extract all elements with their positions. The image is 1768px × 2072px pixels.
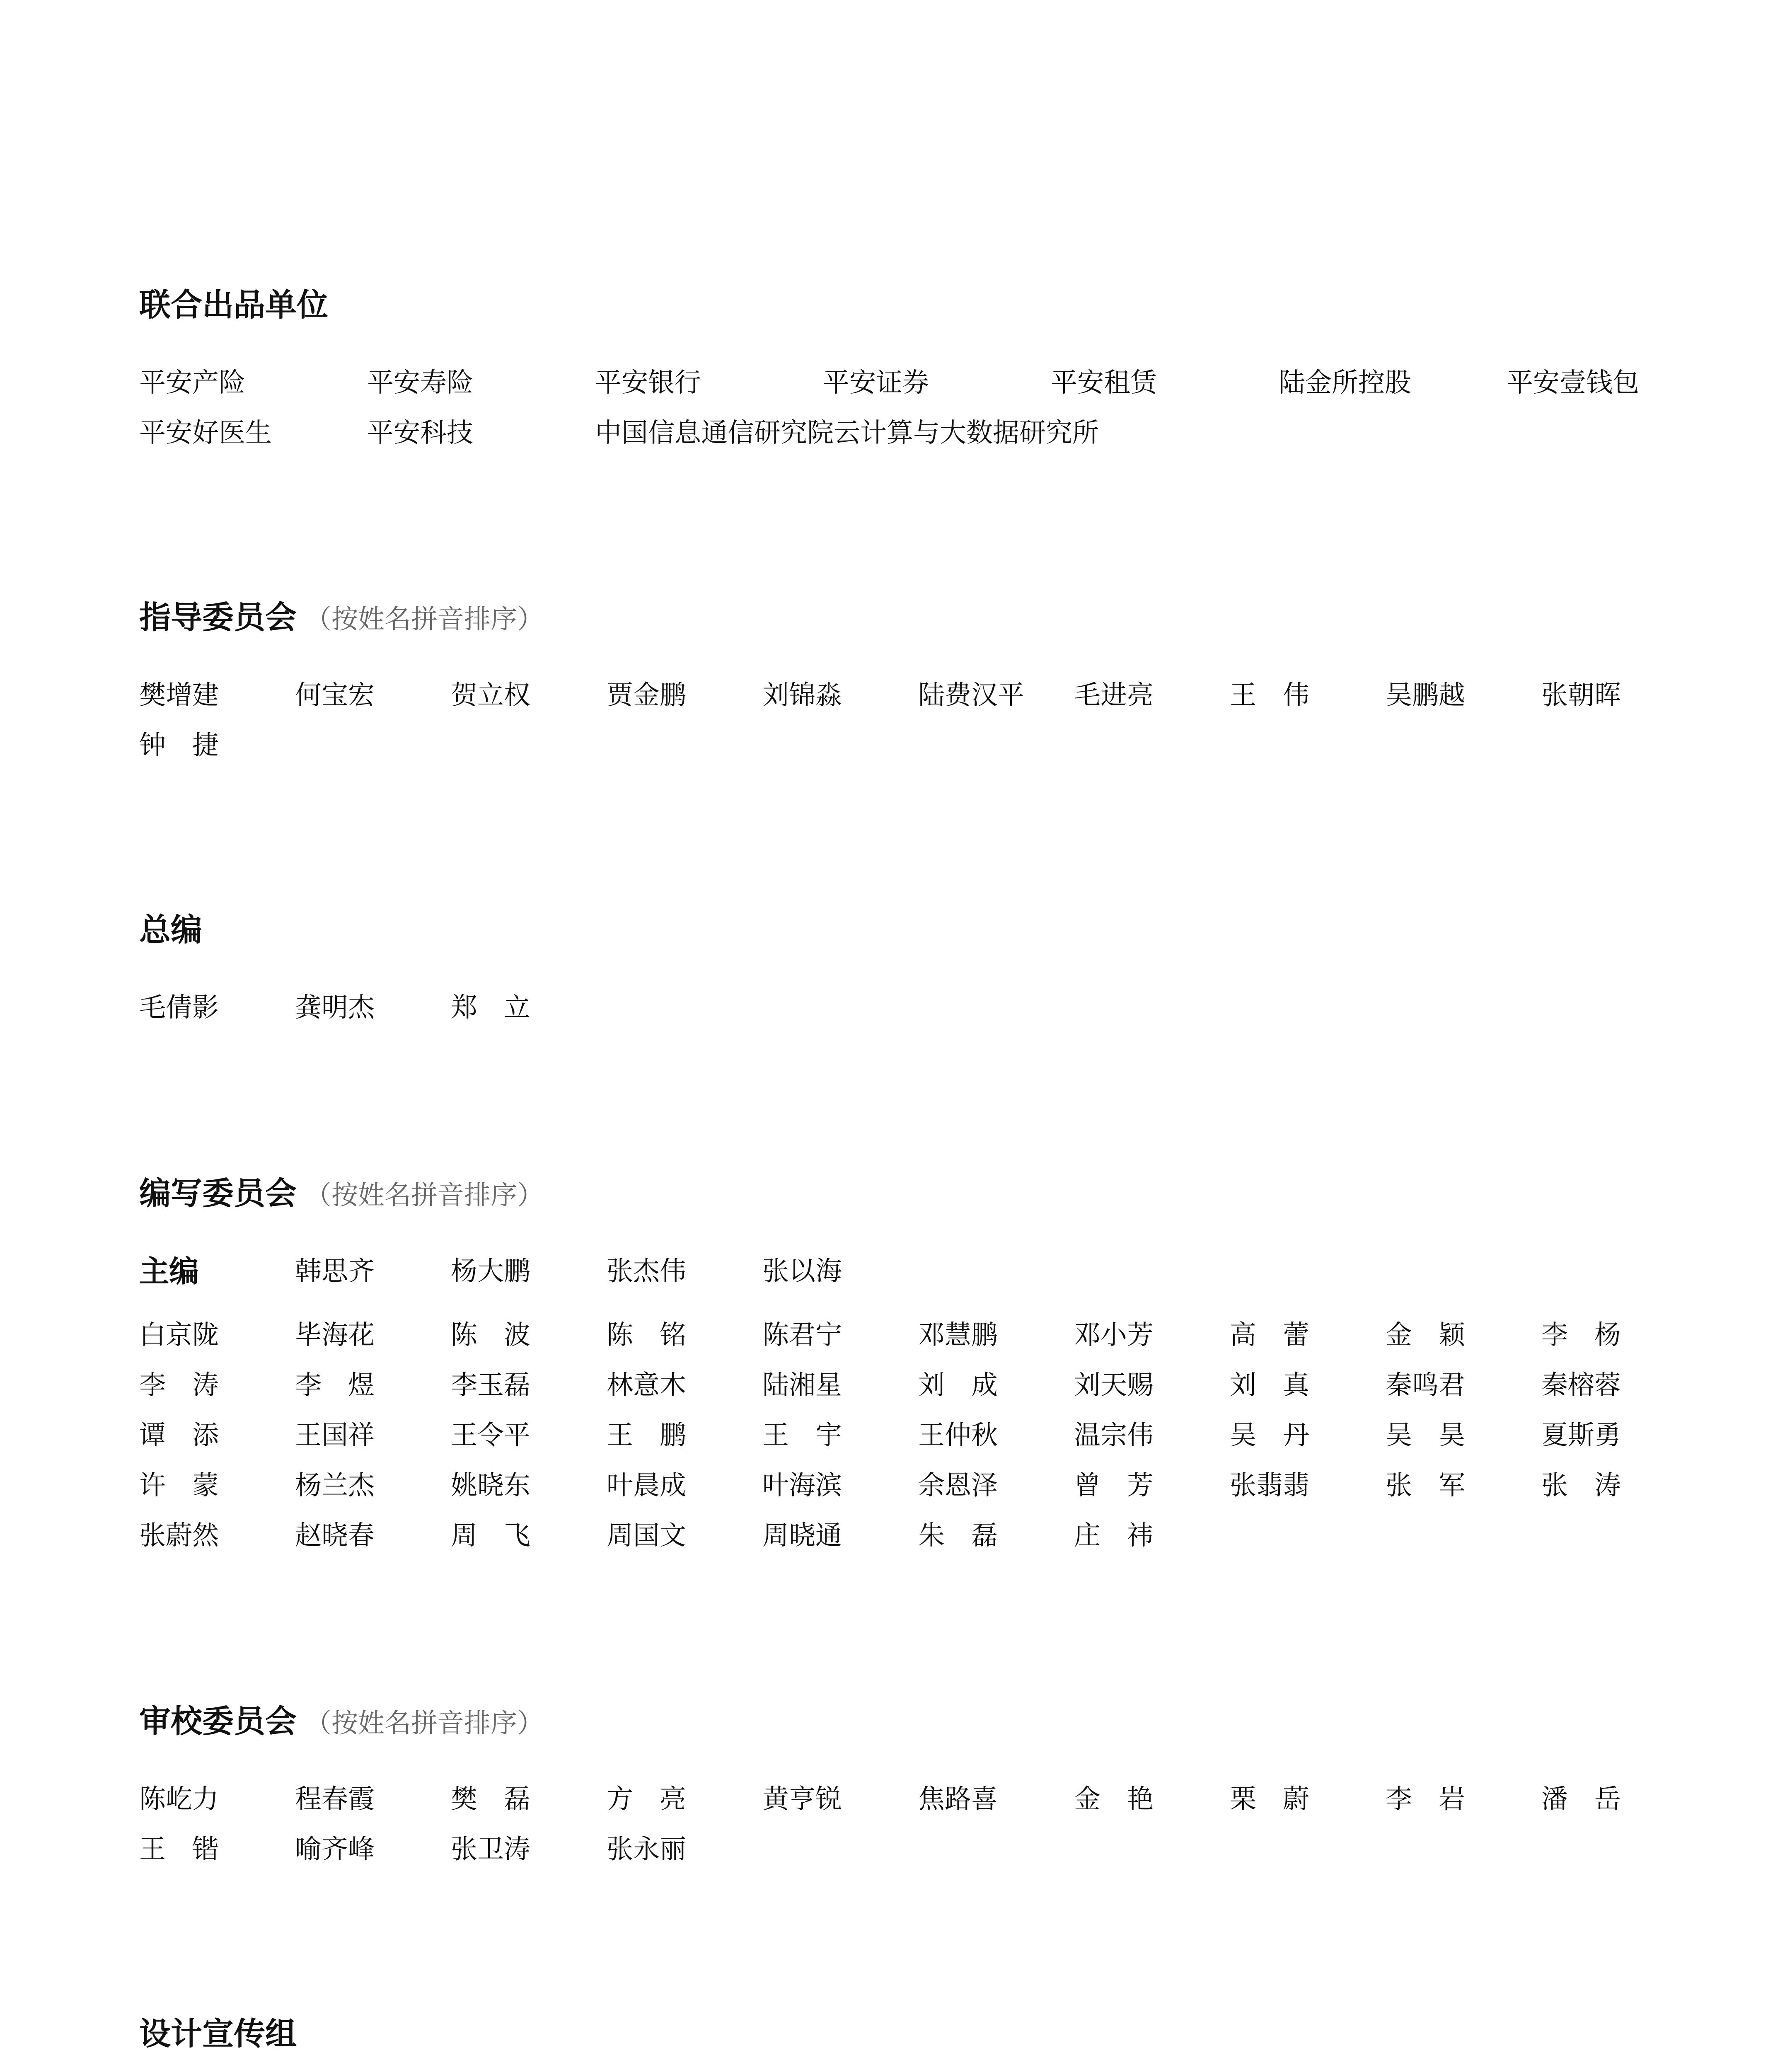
name-item: 赵晓春 [295,1520,375,1551]
name-item: 邓小芳 [1074,1320,1154,1351]
section-title-text: 审校委员会 [139,1703,297,1740]
section-title-text: 编写委员会 [139,1175,297,1212]
name-item: 陈 波 [451,1320,530,1351]
name-item: 喻齐峰 [295,1834,375,1865]
name-item: 白京陇 [139,1320,219,1351]
name-item: 林意木 [607,1370,686,1401]
name-item: 何宝宏 [295,680,375,711]
name-item: 陈君宁 [762,1320,842,1351]
name-item: 李玉磊 [451,1370,530,1401]
name-item: 钟 捷 [139,730,219,761]
name-item: 曾 芳 [1074,1470,1154,1501]
name-item: 贺立权 [451,680,530,711]
name-item: 金 艳 [1074,1784,1154,1815]
name-item: 方 亮 [607,1784,686,1815]
name-item: 樊增建 [139,680,219,711]
name-item: 王令平 [451,1420,530,1451]
section-review-committee [139,1701,1672,1875]
unit-item: 平安银行 [595,368,701,398]
name-item: 王国祥 [295,1420,375,1451]
name-item: 姚晓东 [451,1470,530,1501]
section-title [139,597,1672,638]
section-title: 总编 [139,911,202,948]
name-item: 张杰伟 [607,1256,686,1287]
name-item: 刘天赐 [1074,1370,1154,1401]
name-item: 张蔚然 [139,1520,219,1551]
name-item: 刘锦淼 [762,680,842,711]
name-item: 邓慧鹏 [918,1320,998,1351]
name-item: 秦榕蓉 [1541,1370,1621,1401]
name-item: 谭 添 [139,1420,219,1451]
name-item: 韩思齐 [295,1256,375,1287]
name-item: 夏斯勇 [1541,1420,1621,1451]
name-item: 庄 祎 [1074,1520,1154,1551]
name-item: 陆湘星 [762,1370,842,1401]
unit-item: 平安科技 [367,418,473,448]
name-item: 程春霞 [295,1784,375,1815]
name-item: 秦鸣君 [1386,1370,1465,1401]
name-item: 李 岩 [1386,1784,1465,1815]
unit-item: 平安寿险 [367,368,473,398]
name-item: 王 鹏 [607,1420,686,1451]
name-item: 王仲秋 [918,1420,998,1451]
name-item: 刘 成 [918,1370,998,1401]
chief-editor-row [139,1247,1672,1297]
name-item: 王 锴 [139,1834,219,1865]
section-chief-editors [139,909,1672,1033]
name-item: 许 蒙 [139,1470,219,1501]
name-list [139,983,1672,1033]
name-item: 毛进亮 [1074,680,1154,711]
section-title: 联合出品单位 [139,286,328,323]
name-item: 杨兰杰 [295,1470,375,1501]
name-item: 陆费汉平 [918,680,1024,711]
unit-item: 平安证券 [823,368,929,398]
name-item: 杨大鹏 [451,1256,530,1287]
name-list [139,1310,1672,1561]
unit-item: 平安产险 [139,368,245,398]
name-item: 焦路喜 [918,1784,998,1815]
name-item: 周国文 [607,1520,686,1551]
name-item: 黄亨锐 [762,1784,842,1815]
name-item: 吴 丹 [1230,1420,1309,1451]
name-item: 高 蕾 [1230,1320,1309,1351]
section-title: 设计宣传组 [139,2015,297,2052]
role-label: 主编 [139,1254,199,1289]
unit-item: 陆金所控股 [1279,368,1411,398]
name-item: 叶晨成 [607,1470,686,1501]
unit-item: 中国信息通信研究院云计算与大数据研究所 [595,418,1099,448]
name-item: 温宗伟 [1074,1420,1154,1451]
name-item: 李 杨 [1541,1320,1621,1351]
section-design-team [139,2013,1672,2072]
unit-item: 平安好医生 [139,418,272,448]
name-item: 陈屹力 [139,1784,219,1815]
name-item: 毕海花 [295,1320,375,1351]
name-item: 张永丽 [607,1834,686,1865]
name-item: 王 宇 [762,1420,842,1451]
name-item: 陈 铭 [607,1320,686,1351]
section-joint-units [139,284,1672,458]
name-item: 李 涛 [139,1370,219,1401]
name-item: 张翡翡 [1230,1470,1309,1501]
name-item: 贾金鹏 [607,680,686,711]
name-item: 吴 昊 [1386,1420,1465,1451]
section-title [139,1701,1672,1742]
name-list [139,1774,1672,1875]
name-item: 周晓通 [762,1520,842,1551]
name-item: 李 煜 [295,1370,375,1401]
name-item: 樊 磊 [451,1784,530,1815]
name-item: 张以海 [762,1256,842,1287]
sort-note: （按姓名拼音排序） [305,604,544,635]
name-item: 金 颖 [1386,1320,1465,1351]
name-item: 吴鹏越 [1386,680,1465,711]
name-item: 张朝晖 [1541,680,1621,711]
unit-item: 平安租赁 [1051,368,1157,398]
name-item: 张卫涛 [451,1834,530,1865]
section-writing-committee [139,1173,1672,1561]
unit-item: 平安壹钱包 [1507,368,1639,398]
name-item: 郑 立 [451,992,530,1023]
name-item: 龚明杰 [295,992,375,1023]
name-item: 潘 岳 [1541,1784,1621,1815]
name-item: 朱 磊 [918,1520,998,1551]
sort-note: （按姓名拼音排序） [305,1180,544,1211]
name-item: 王 伟 [1230,680,1309,711]
section-title [139,1173,1672,1214]
name-item: 刘 真 [1230,1370,1309,1401]
name-item: 张 军 [1386,1470,1465,1501]
section-steering-committee [139,597,1672,771]
name-list [139,670,1672,771]
unit-list [139,358,1672,458]
name-item: 叶海滨 [762,1470,842,1501]
name-item: 张 涛 [1541,1470,1621,1501]
section-title-text: 指导委员会 [139,599,297,636]
name-item: 余恩泽 [918,1470,998,1501]
name-item: 周 飞 [451,1520,530,1551]
name-item: 栗 蔚 [1230,1784,1309,1815]
sort-note: （按姓名拼音排序） [305,1708,544,1739]
name-item: 毛倩影 [139,992,219,1023]
